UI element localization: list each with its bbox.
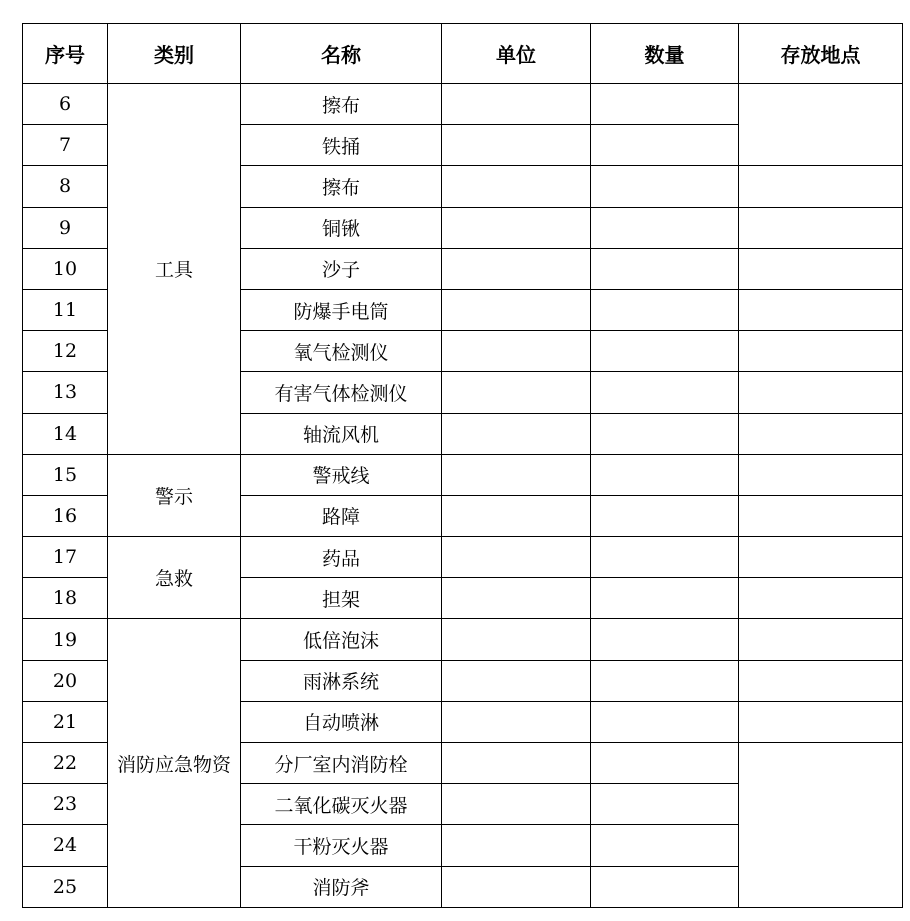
serial-cell: 10: [23, 248, 108, 289]
item-name-cell: 防爆手电筒: [241, 289, 442, 330]
location-cell: [739, 578, 903, 619]
unit-cell: [442, 743, 591, 784]
location-cell: [739, 166, 903, 207]
location-cell: [739, 372, 903, 413]
quantity-cell: [591, 784, 739, 825]
unit-cell: [442, 701, 591, 742]
header-storage-location: 存放地点: [739, 24, 903, 84]
category-cell-fire-emergency: 消防应急物资: [108, 619, 241, 907]
serial-cell: 15: [23, 454, 108, 495]
item-name-cell: 氧气检测仪: [241, 331, 442, 372]
unit-cell: [442, 784, 591, 825]
quantity-cell: [591, 125, 739, 166]
unit-cell: [442, 619, 591, 660]
category-cell-first-aid: 急救: [108, 537, 241, 619]
unit-cell: [442, 578, 591, 619]
item-name-cell: 担架: [241, 578, 442, 619]
serial-cell: 18: [23, 578, 108, 619]
location-cell: [739, 331, 903, 372]
quantity-cell: [591, 825, 739, 866]
serial-cell: 14: [23, 413, 108, 454]
location-cell: [739, 248, 903, 289]
item-name-cell: 警戒线: [241, 454, 442, 495]
header-name: 名称: [241, 24, 442, 84]
location-cell: [739, 207, 903, 248]
unit-cell: [442, 413, 591, 454]
serial-cell: 6: [23, 84, 108, 125]
item-name-cell: 铁捅: [241, 125, 442, 166]
unit-cell: [442, 454, 591, 495]
serial-cell: 13: [23, 372, 108, 413]
header-unit: 单位: [442, 24, 591, 84]
item-name-cell: 轴流风机: [241, 413, 442, 454]
unit-cell: [442, 125, 591, 166]
unit-cell: [442, 166, 591, 207]
serial-cell: 21: [23, 701, 108, 742]
quantity-cell: [591, 578, 739, 619]
item-name-cell: 沙子: [241, 248, 442, 289]
location-cell: [739, 619, 903, 660]
unit-cell: [442, 866, 591, 907]
quantity-cell: [591, 207, 739, 248]
quantity-cell: [591, 537, 739, 578]
serial-cell: 7: [23, 125, 108, 166]
location-cell: [739, 701, 903, 742]
item-name-cell: 擦布: [241, 84, 442, 125]
table-row: [23, 84, 903, 125]
serial-cell: 20: [23, 660, 108, 701]
unit-cell: [442, 84, 591, 125]
serial-cell: 9: [23, 207, 108, 248]
unit-cell: [442, 331, 591, 372]
header-category: 类别: [108, 24, 241, 84]
quantity-cell: [591, 495, 739, 536]
serial-cell: 23: [23, 784, 108, 825]
table-row: [23, 619, 903, 660]
quantity-cell: [591, 331, 739, 372]
serial-cell: 19: [23, 619, 108, 660]
header-quantity: 数量: [591, 24, 739, 84]
location-cell: [739, 660, 903, 701]
item-name-cell: 雨淋系统: [241, 660, 442, 701]
location-cell: [739, 413, 903, 454]
item-name-cell: 有害气体检测仪: [241, 372, 442, 413]
serial-cell: 22: [23, 743, 108, 784]
unit-cell: [442, 289, 591, 330]
serial-cell: 11: [23, 289, 108, 330]
item-name-cell: 低倍泡沫: [241, 619, 442, 660]
item-name-cell: 路障: [241, 495, 442, 536]
quantity-cell: [591, 866, 739, 907]
item-name-cell: 干粉灭火器: [241, 825, 442, 866]
item-name-cell: 铜锹: [241, 207, 442, 248]
item-name-cell: 擦布: [241, 166, 442, 207]
unit-cell: [442, 537, 591, 578]
serial-cell: 16: [23, 495, 108, 536]
quantity-cell: [591, 248, 739, 289]
quantity-cell: [591, 289, 739, 330]
unit-cell: [442, 207, 591, 248]
header-row: [23, 24, 903, 84]
location-cell: [739, 495, 903, 536]
unit-cell: [442, 825, 591, 866]
item-name-cell: 分厂室内消防栓: [241, 743, 442, 784]
serial-cell: 25: [23, 866, 108, 907]
item-name-cell: 药品: [241, 537, 442, 578]
unit-cell: [442, 248, 591, 289]
quantity-cell: [591, 84, 739, 125]
header-serial-no: 序号: [23, 24, 108, 84]
item-name-cell: 二氧化碳灭火器: [241, 784, 442, 825]
quantity-cell: [591, 166, 739, 207]
serial-cell: 17: [23, 537, 108, 578]
quantity-cell: [591, 701, 739, 742]
location-cell: [739, 743, 903, 908]
serial-cell: 12: [23, 331, 108, 372]
quantity-cell: [591, 372, 739, 413]
item-name-cell: 消防斧: [241, 866, 442, 907]
table-row: [23, 454, 903, 495]
table-row: [23, 537, 903, 578]
unit-cell: [442, 495, 591, 536]
location-cell: [739, 84, 903, 166]
inventory-table: [22, 23, 903, 908]
serial-cell: 24: [23, 825, 108, 866]
unit-cell: [442, 660, 591, 701]
quantity-cell: [591, 660, 739, 701]
item-name-cell: 自动喷淋: [241, 701, 442, 742]
quantity-cell: [591, 743, 739, 784]
quantity-cell: [591, 454, 739, 495]
location-cell: [739, 454, 903, 495]
quantity-cell: [591, 619, 739, 660]
serial-cell: 8: [23, 166, 108, 207]
category-cell-tools: 工具: [108, 84, 241, 455]
quantity-cell: [591, 413, 739, 454]
category-cell-warning: 警示: [108, 454, 241, 536]
unit-cell: [442, 372, 591, 413]
location-cell: [739, 537, 903, 578]
location-cell: [739, 289, 903, 330]
